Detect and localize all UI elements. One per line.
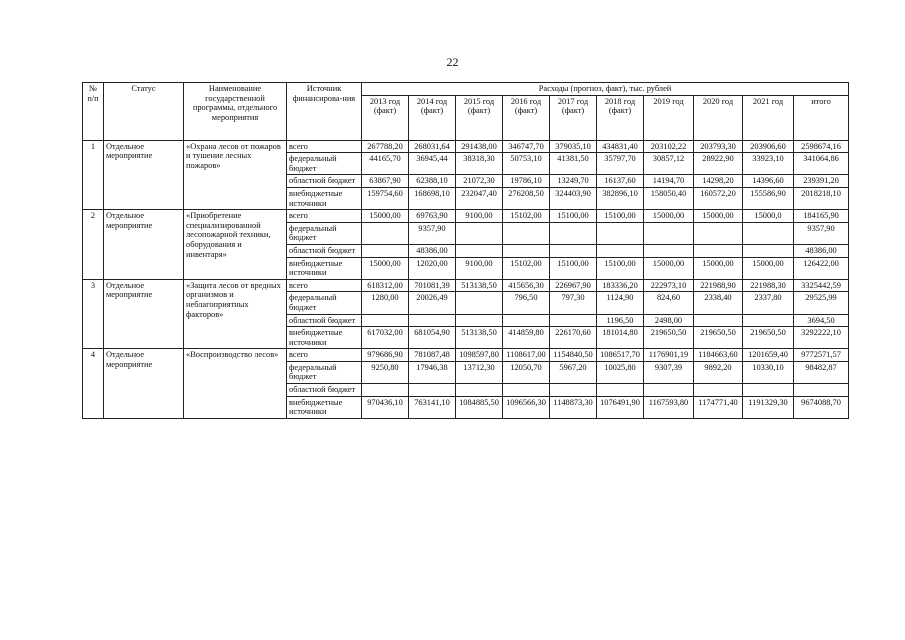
year-value-cell (550, 314, 597, 327)
year-value-cell: 15000,00 (362, 210, 409, 223)
funding-source-label: федеральный бюджет (287, 153, 362, 175)
year-value-cell: 15000,00 (743, 257, 794, 279)
year-value-cell: 159754,60 (362, 187, 409, 209)
year-value-cell (644, 384, 694, 397)
year-value-cell: 797,30 (550, 292, 597, 314)
year-value-cell (743, 244, 794, 257)
year-value-cell: 276208,50 (503, 187, 550, 209)
year-value-cell: 291438,00 (456, 140, 503, 153)
table-row (83, 140, 849, 153)
year-value-cell: 63867,90 (362, 175, 409, 188)
year-value-cell (597, 244, 644, 257)
year-value-cell: 12050,70 (503, 361, 550, 383)
total-value-cell: 9357,90 (794, 222, 849, 244)
year-value-cell: 9100,00 (456, 257, 503, 279)
year-value-cell: 41381,50 (550, 153, 597, 175)
year-value-cell: 35797,70 (597, 153, 644, 175)
year-value-cell: 28922,90 (694, 153, 743, 175)
year-value-cell: 219650,50 (743, 327, 794, 349)
funding-source-label: областной бюджет (287, 244, 362, 257)
year-value-cell (644, 222, 694, 244)
year-value-cell: 1174771,40 (694, 396, 743, 418)
total-value-cell: 341064,86 (794, 153, 849, 175)
header-status: Статус (104, 83, 184, 141)
year-value-cell: 15000,00 (644, 257, 694, 279)
year-value-cell (694, 244, 743, 257)
year-value-cell (550, 384, 597, 397)
year-value-cell: 9100,00 (456, 210, 503, 223)
year-value-cell: 15000,00 (694, 257, 743, 279)
year-value-cell: 69763,90 (409, 210, 456, 223)
year-value-cell: 14396,60 (743, 175, 794, 188)
year-value-cell: 13249,70 (550, 175, 597, 188)
year-value-cell: 1280,00 (362, 292, 409, 314)
year-value-cell (694, 314, 743, 327)
funding-source-label: федеральный бюджет (287, 361, 362, 383)
year-value-cell: 10330,10 (743, 361, 794, 383)
total-value-cell: 9674088,70 (794, 396, 849, 418)
year-value-cell: 183336,20 (597, 279, 644, 292)
year-value-cell: 781087,48 (409, 349, 456, 362)
row-index: 3 (83, 279, 104, 349)
year-value-cell: 324403,90 (550, 187, 597, 209)
total-value-cell: 184165,90 (794, 210, 849, 223)
year-value-cell (503, 314, 550, 327)
total-value-cell: 2598674,16 (794, 140, 849, 153)
year-value-cell: 1108617,00 (503, 349, 550, 362)
year-value-cell: 203102,22 (644, 140, 694, 153)
year-value-cell: 62388,10 (409, 175, 456, 188)
year-value-cell: 382896,10 (597, 187, 644, 209)
funding-source-label: всего (287, 349, 362, 362)
year-value-cell (644, 244, 694, 257)
funding-source-label: областной бюджет (287, 175, 362, 188)
year-value-cell: 14298,20 (694, 175, 743, 188)
year-value-cell: 9250,80 (362, 361, 409, 383)
year-value-cell: 2498,00 (644, 314, 694, 327)
year-value-cell: 13712,30 (456, 361, 503, 383)
header-year: 2013 год (факт) (362, 95, 409, 140)
year-value-cell: 346747,70 (503, 140, 550, 153)
year-value-cell: 1084885,50 (456, 396, 503, 418)
funding-source-label: всего (287, 210, 362, 223)
year-value-cell: 379035,10 (550, 140, 597, 153)
year-value-cell (362, 384, 409, 397)
year-value-cell: 15000,00 (362, 257, 409, 279)
total-value-cell: 2018218,10 (794, 187, 849, 209)
header-index: № п/п (83, 83, 104, 141)
year-value-cell (456, 222, 503, 244)
year-value-cell: 618312,00 (362, 279, 409, 292)
year-value-cell: 168698,10 (409, 187, 456, 209)
header-year: 2017 год (факт) (550, 95, 597, 140)
year-value-cell: 1176901,19 (644, 349, 694, 362)
row-activity-name: «Приобретение специализированной лесопожарной техники, оборудования и инвентаря» (184, 210, 287, 280)
year-value-cell (456, 314, 503, 327)
year-value-cell (409, 384, 456, 397)
header-year: 2018 год (факт) (597, 95, 644, 140)
year-value-cell: 33923,10 (743, 153, 794, 175)
year-value-cell (743, 384, 794, 397)
year-value-cell: 415656,30 (503, 279, 550, 292)
year-value-cell: 155586,90 (743, 187, 794, 209)
year-value-cell: 1184663,60 (694, 349, 743, 362)
year-value-cell: 203793,30 (694, 140, 743, 153)
year-value-cell: 15102,00 (503, 210, 550, 223)
year-value-cell: 226967,90 (550, 279, 597, 292)
year-value-cell: 9357,90 (409, 222, 456, 244)
year-value-cell: 2338,40 (694, 292, 743, 314)
year-value-cell: 1196,50 (597, 314, 644, 327)
year-value-cell: 158050,40 (644, 187, 694, 209)
year-value-cell (597, 222, 644, 244)
budget-table (82, 82, 849, 419)
year-value-cell: 181014,80 (597, 327, 644, 349)
year-value-cell: 15100,00 (597, 257, 644, 279)
year-value-cell (456, 292, 503, 314)
year-value-cell: 226170,60 (550, 327, 597, 349)
funding-source-label: областной бюджет (287, 384, 362, 397)
year-value-cell: 5967,20 (550, 361, 597, 383)
year-value-cell: 48386,00 (409, 244, 456, 257)
year-value-cell (743, 314, 794, 327)
year-value-cell (362, 244, 409, 257)
year-value-cell: 796,50 (503, 292, 550, 314)
year-value-cell: 681054,90 (409, 327, 456, 349)
row-status: Отдельное мероприятие (104, 210, 184, 280)
total-value-cell: 9772571,57 (794, 349, 849, 362)
year-value-cell: 1201659,40 (743, 349, 794, 362)
row-activity-name: «Охрана лесов от пожаров и тушение лесных пожаров» (184, 140, 287, 210)
year-value-cell: 12020,00 (409, 257, 456, 279)
year-value-cell: 160572,20 (694, 187, 743, 209)
total-value-cell: 3694,50 (794, 314, 849, 327)
row-status: Отдельное мероприятие (104, 140, 184, 210)
year-value-cell: 2337,80 (743, 292, 794, 314)
total-value-cell: 126422,00 (794, 257, 849, 279)
year-value-cell: 9892,20 (694, 361, 743, 383)
year-value-cell (409, 314, 456, 327)
year-value-cell: 36945,44 (409, 153, 456, 175)
row-status: Отдельное мероприятие (104, 279, 184, 349)
header-total: итого (794, 95, 849, 140)
header-year: 2021 год (743, 95, 794, 140)
year-value-cell: 30857,12 (644, 153, 694, 175)
total-value-cell: 29525,99 (794, 292, 849, 314)
year-value-cell (503, 384, 550, 397)
year-value-cell (597, 384, 644, 397)
total-value-cell: 48386,00 (794, 244, 849, 257)
year-value-cell: 1191329,30 (743, 396, 794, 418)
year-value-cell: 617032,00 (362, 327, 409, 349)
year-value-cell: 1167593,80 (644, 396, 694, 418)
row-activity-name: «Воспроизводство лесов» (184, 349, 287, 419)
year-value-cell: 16137,60 (597, 175, 644, 188)
year-value-cell: 267788,20 (362, 140, 409, 153)
header-name: Наименование государственной программы, отдельного мероприятия (184, 83, 287, 141)
year-value-cell (456, 384, 503, 397)
table-row (83, 210, 849, 223)
year-value-cell: 1096566,30 (503, 396, 550, 418)
total-value-cell: 239391,20 (794, 175, 849, 188)
year-value-cell: 824,60 (644, 292, 694, 314)
year-value-cell: 1086517,70 (597, 349, 644, 362)
total-value-cell: 3292222,10 (794, 327, 849, 349)
year-value-cell: 414859,80 (503, 327, 550, 349)
row-index: 4 (83, 349, 104, 419)
total-value-cell: 3325442,59 (794, 279, 849, 292)
header-year: 2015 год (факт) (456, 95, 503, 140)
year-value-cell: 513138,50 (456, 279, 503, 292)
year-value-cell (362, 222, 409, 244)
year-value-cell (503, 222, 550, 244)
header-year: 2020 год (694, 95, 743, 140)
header-expenses: Расходы (прогноз, факт), тыс. рублей (362, 83, 849, 96)
year-value-cell: 20026,49 (409, 292, 456, 314)
year-value-cell: 1148873,30 (550, 396, 597, 418)
row-index: 2 (83, 210, 104, 280)
year-value-cell: 17946,38 (409, 361, 456, 383)
year-value-cell (694, 384, 743, 397)
funding-source-label: всего (287, 140, 362, 153)
header-year: 2019 год (644, 95, 694, 140)
year-value-cell: 50753,10 (503, 153, 550, 175)
year-value-cell: 9307,39 (644, 361, 694, 383)
funding-source-label: федеральный бюджет (287, 292, 362, 314)
funding-source-label: внебюджетные источники (287, 327, 362, 349)
year-value-cell: 222973,10 (644, 279, 694, 292)
year-value-cell: 15000,00 (694, 210, 743, 223)
year-value-cell: 38318,30 (456, 153, 503, 175)
year-value-cell: 203906,60 (743, 140, 794, 153)
funding-source-label: внебюджетные источники (287, 187, 362, 209)
year-value-cell: 979686,90 (362, 349, 409, 362)
year-value-cell: 44165,70 (362, 153, 409, 175)
total-value-cell: 98482,87 (794, 361, 849, 383)
table-row (83, 349, 849, 362)
year-value-cell: 701081,39 (409, 279, 456, 292)
year-value-cell: 232047,40 (456, 187, 503, 209)
funding-source-label: федеральный бюджет (287, 222, 362, 244)
header-year: 2014 год (факт) (409, 95, 456, 140)
year-value-cell: 268031,64 (409, 140, 456, 153)
year-value-cell: 15000,00 (644, 210, 694, 223)
funding-source-label: внебюджетные источники (287, 396, 362, 418)
year-value-cell: 1076491,90 (597, 396, 644, 418)
year-value-cell (694, 222, 743, 244)
funding-source-label: всего (287, 279, 362, 292)
table-header-row (83, 83, 849, 96)
row-index: 1 (83, 140, 104, 210)
year-value-cell (503, 244, 550, 257)
year-value-cell: 14194,70 (644, 175, 694, 188)
funding-source-label: внебюджетные источники (287, 257, 362, 279)
row-status: Отдельное мероприятие (104, 349, 184, 419)
funding-source-label: областной бюджет (287, 314, 362, 327)
year-value-cell: 219650,50 (644, 327, 694, 349)
year-value-cell: 221988,30 (743, 279, 794, 292)
year-value-cell: 15000,0 (743, 210, 794, 223)
year-value-cell: 15102,00 (503, 257, 550, 279)
row-activity-name: «Защита лесов от вредных организмов и неблагоприятных факторов» (184, 279, 287, 349)
year-value-cell: 970436,10 (362, 396, 409, 418)
year-value-cell (550, 222, 597, 244)
year-value-cell: 219650,50 (694, 327, 743, 349)
year-value-cell: 221988,90 (694, 279, 743, 292)
year-value-cell: 763141,10 (409, 396, 456, 418)
year-value-cell: 1098597,80 (456, 349, 503, 362)
year-value-cell: 513138,50 (456, 327, 503, 349)
year-value-cell: 15100,00 (550, 257, 597, 279)
year-value-cell (456, 244, 503, 257)
year-value-cell (550, 244, 597, 257)
table-row (83, 279, 849, 292)
year-value-cell: 21072,30 (456, 175, 503, 188)
year-value-cell: 19786,10 (503, 175, 550, 188)
header-year: 2016 год (факт) (503, 95, 550, 140)
year-value-cell (362, 314, 409, 327)
year-value-cell: 15100,00 (597, 210, 644, 223)
year-value-cell: 1154840,50 (550, 349, 597, 362)
year-value-cell (743, 222, 794, 244)
year-value-cell: 10025,80 (597, 361, 644, 383)
total-value-cell (794, 384, 849, 397)
year-value-cell: 434831,40 (597, 140, 644, 153)
header-source: Источник финансирова-ния (287, 83, 362, 141)
year-value-cell: 15100,00 (550, 210, 597, 223)
page-number: 22 (446, 55, 459, 69)
year-value-cell: 1124,90 (597, 292, 644, 314)
